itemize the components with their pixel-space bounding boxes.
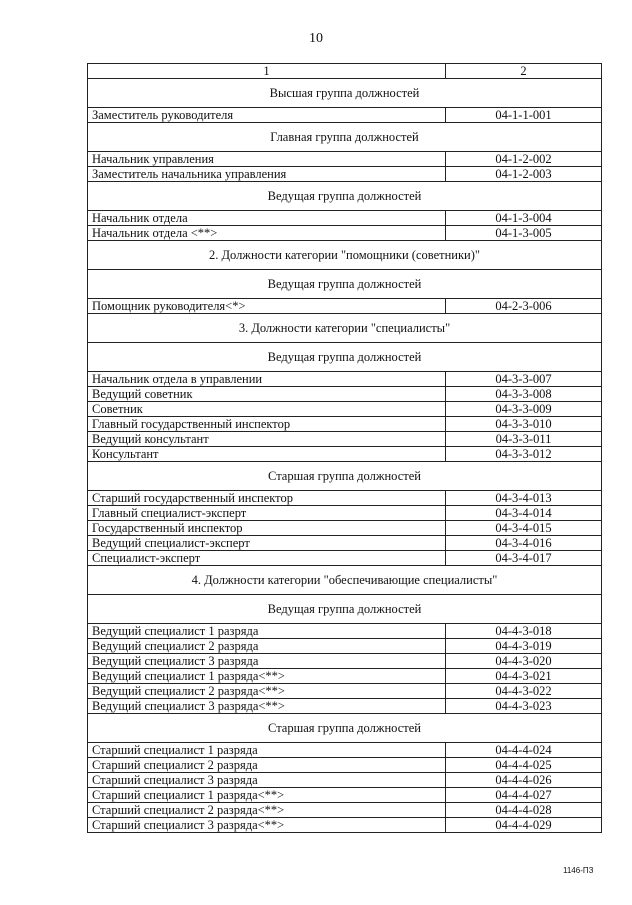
position-code: 04-3-4-014 bbox=[446, 506, 602, 521]
position-code: 04-1-2-003 bbox=[446, 167, 602, 182]
group-header-row bbox=[88, 462, 602, 491]
table-row bbox=[88, 108, 602, 123]
position-name: Начальник отдела <**> bbox=[88, 226, 446, 241]
position-name: Начальник управления bbox=[88, 152, 446, 167]
position-name: Государственный инспектор bbox=[88, 521, 446, 536]
table-row bbox=[88, 669, 602, 684]
position-name: Ведущий специалист 2 разряда bbox=[88, 639, 446, 654]
position-name: Ведущий советник bbox=[88, 387, 446, 402]
group-header-row bbox=[88, 79, 602, 108]
position-code: 04-1-1-001 bbox=[446, 108, 602, 123]
group-label: Высшая группа должностей bbox=[88, 79, 602, 108]
position-code: 04-4-4-028 bbox=[446, 803, 602, 818]
table-row bbox=[88, 758, 602, 773]
position-code: 04-3-3-007 bbox=[446, 372, 602, 387]
table-row bbox=[88, 152, 602, 167]
table-header-row bbox=[88, 64, 602, 79]
position-name: Старший специалист 3 разряда bbox=[88, 773, 446, 788]
document-footer-code: 1146-ПЗ bbox=[563, 866, 594, 875]
position-code: 04-3-4-016 bbox=[446, 536, 602, 551]
table-row bbox=[88, 211, 602, 226]
group-header-row bbox=[88, 714, 602, 743]
table-row bbox=[88, 551, 602, 566]
position-name: Ведущий консультант bbox=[88, 432, 446, 447]
table-row bbox=[88, 372, 602, 387]
position-name: Советник bbox=[88, 402, 446, 417]
position-code: 04-3-3-011 bbox=[446, 432, 602, 447]
table-row bbox=[88, 803, 602, 818]
position-name: Консультант bbox=[88, 447, 446, 462]
position-code: 04-4-3-023 bbox=[446, 699, 602, 714]
group-header-row bbox=[88, 241, 602, 270]
position-code: 04-1-2-002 bbox=[446, 152, 602, 167]
table-row bbox=[88, 506, 602, 521]
position-code: 04-4-3-021 bbox=[446, 669, 602, 684]
position-code: 04-4-3-020 bbox=[446, 654, 602, 669]
table-row bbox=[88, 743, 602, 758]
position-code: 04-3-4-013 bbox=[446, 491, 602, 506]
column-header-1: 1 bbox=[88, 64, 446, 79]
position-name: Старший специалист 1 разряда<**> bbox=[88, 788, 446, 803]
table-row bbox=[88, 684, 602, 699]
table-row bbox=[88, 639, 602, 654]
group-label: Ведущая группа должностей bbox=[88, 182, 602, 211]
table-row bbox=[88, 788, 602, 803]
position-name: Ведущий специалист 3 разряда<**> bbox=[88, 699, 446, 714]
position-name: Старший специалист 3 разряда<**> bbox=[88, 818, 446, 833]
position-code: 04-4-4-025 bbox=[446, 758, 602, 773]
table-row bbox=[88, 447, 602, 462]
group-label: Старшая группа должностей bbox=[88, 462, 602, 491]
position-code: 04-3-3-012 bbox=[446, 447, 602, 462]
position-name: Начальник отдела bbox=[88, 211, 446, 226]
position-code: 04-1-3-004 bbox=[446, 211, 602, 226]
table-row bbox=[88, 167, 602, 182]
table-row bbox=[88, 226, 602, 241]
group-header-row bbox=[88, 123, 602, 152]
table-row bbox=[88, 654, 602, 669]
position-code: 04-3-3-008 bbox=[446, 387, 602, 402]
position-name: Главный государственный инспектор bbox=[88, 417, 446, 432]
position-code: 04-4-4-026 bbox=[446, 773, 602, 788]
position-code: 04-4-3-018 bbox=[446, 624, 602, 639]
position-name: Старший специалист 2 разряда<**> bbox=[88, 803, 446, 818]
group-label: 2. Должности категории "помощники (советники)" bbox=[88, 241, 602, 270]
position-name: Специалист-эксперт bbox=[88, 551, 446, 566]
group-label: Ведущая группа должностей bbox=[88, 343, 602, 372]
position-name: Помощник руководителя<*> bbox=[88, 299, 446, 314]
group-label: 3. Должности категории "специалисты" bbox=[88, 314, 602, 343]
position-code: 04-4-3-019 bbox=[446, 639, 602, 654]
group-label: Главная группа должностей bbox=[88, 123, 602, 152]
position-name: Главный специалист-эксперт bbox=[88, 506, 446, 521]
position-name: Заместитель руководителя bbox=[88, 108, 446, 123]
table-row bbox=[88, 417, 602, 432]
group-header-row bbox=[88, 595, 602, 624]
table-row bbox=[88, 699, 602, 714]
table-body bbox=[88, 64, 602, 833]
position-name: Ведущий специалист 1 разряда bbox=[88, 624, 446, 639]
table-row bbox=[88, 402, 602, 417]
group-label: Ведущая группа должностей bbox=[88, 270, 602, 299]
group-header-row bbox=[88, 566, 602, 595]
table-row bbox=[88, 773, 602, 788]
group-header-row bbox=[88, 343, 602, 372]
table-row bbox=[88, 818, 602, 833]
group-label: 4. Должности категории "обеспечивающие специалисты" bbox=[88, 566, 602, 595]
position-code: 04-3-3-010 bbox=[446, 417, 602, 432]
position-name: Ведущий специалист 3 разряда bbox=[88, 654, 446, 669]
table-row bbox=[88, 299, 602, 314]
position-code: 04-2-3-006 bbox=[446, 299, 602, 314]
position-name: Старший специалист 2 разряда bbox=[88, 758, 446, 773]
position-name: Начальник отдела в управлении bbox=[88, 372, 446, 387]
page-number: 10 bbox=[309, 31, 323, 46]
position-name: Ведущий специалист 1 разряда<**> bbox=[88, 669, 446, 684]
position-name: Старший государственный инспектор bbox=[88, 491, 446, 506]
position-name: Старший специалист 1 разряда bbox=[88, 743, 446, 758]
position-code: 04-4-3-022 bbox=[446, 684, 602, 699]
group-label: Ведущая группа должностей bbox=[88, 595, 602, 624]
table-row bbox=[88, 521, 602, 536]
position-name: Ведущий специалист 2 разряда<**> bbox=[88, 684, 446, 699]
group-label: Старшая группа должностей bbox=[88, 714, 602, 743]
column-header-2: 2 bbox=[446, 64, 602, 79]
group-header-row bbox=[88, 314, 602, 343]
position-code: 04-3-3-009 bbox=[446, 402, 602, 417]
position-name: Ведущий специалист-эксперт bbox=[88, 536, 446, 551]
position-code: 04-4-4-024 bbox=[446, 743, 602, 758]
position-code: 04-4-4-029 bbox=[446, 818, 602, 833]
position-code: 04-3-4-015 bbox=[446, 521, 602, 536]
table-row bbox=[88, 624, 602, 639]
position-code: 04-1-3-005 bbox=[446, 226, 602, 241]
position-code: 04-4-4-027 bbox=[446, 788, 602, 803]
group-header-row bbox=[88, 182, 602, 211]
position-name: Заместитель начальника управления bbox=[88, 167, 446, 182]
table-row bbox=[88, 432, 602, 447]
table-row bbox=[88, 387, 602, 402]
positions-table bbox=[87, 63, 602, 833]
position-code: 04-3-4-017 bbox=[446, 551, 602, 566]
table-row bbox=[88, 491, 602, 506]
table-row bbox=[88, 536, 602, 551]
group-header-row bbox=[88, 270, 602, 299]
